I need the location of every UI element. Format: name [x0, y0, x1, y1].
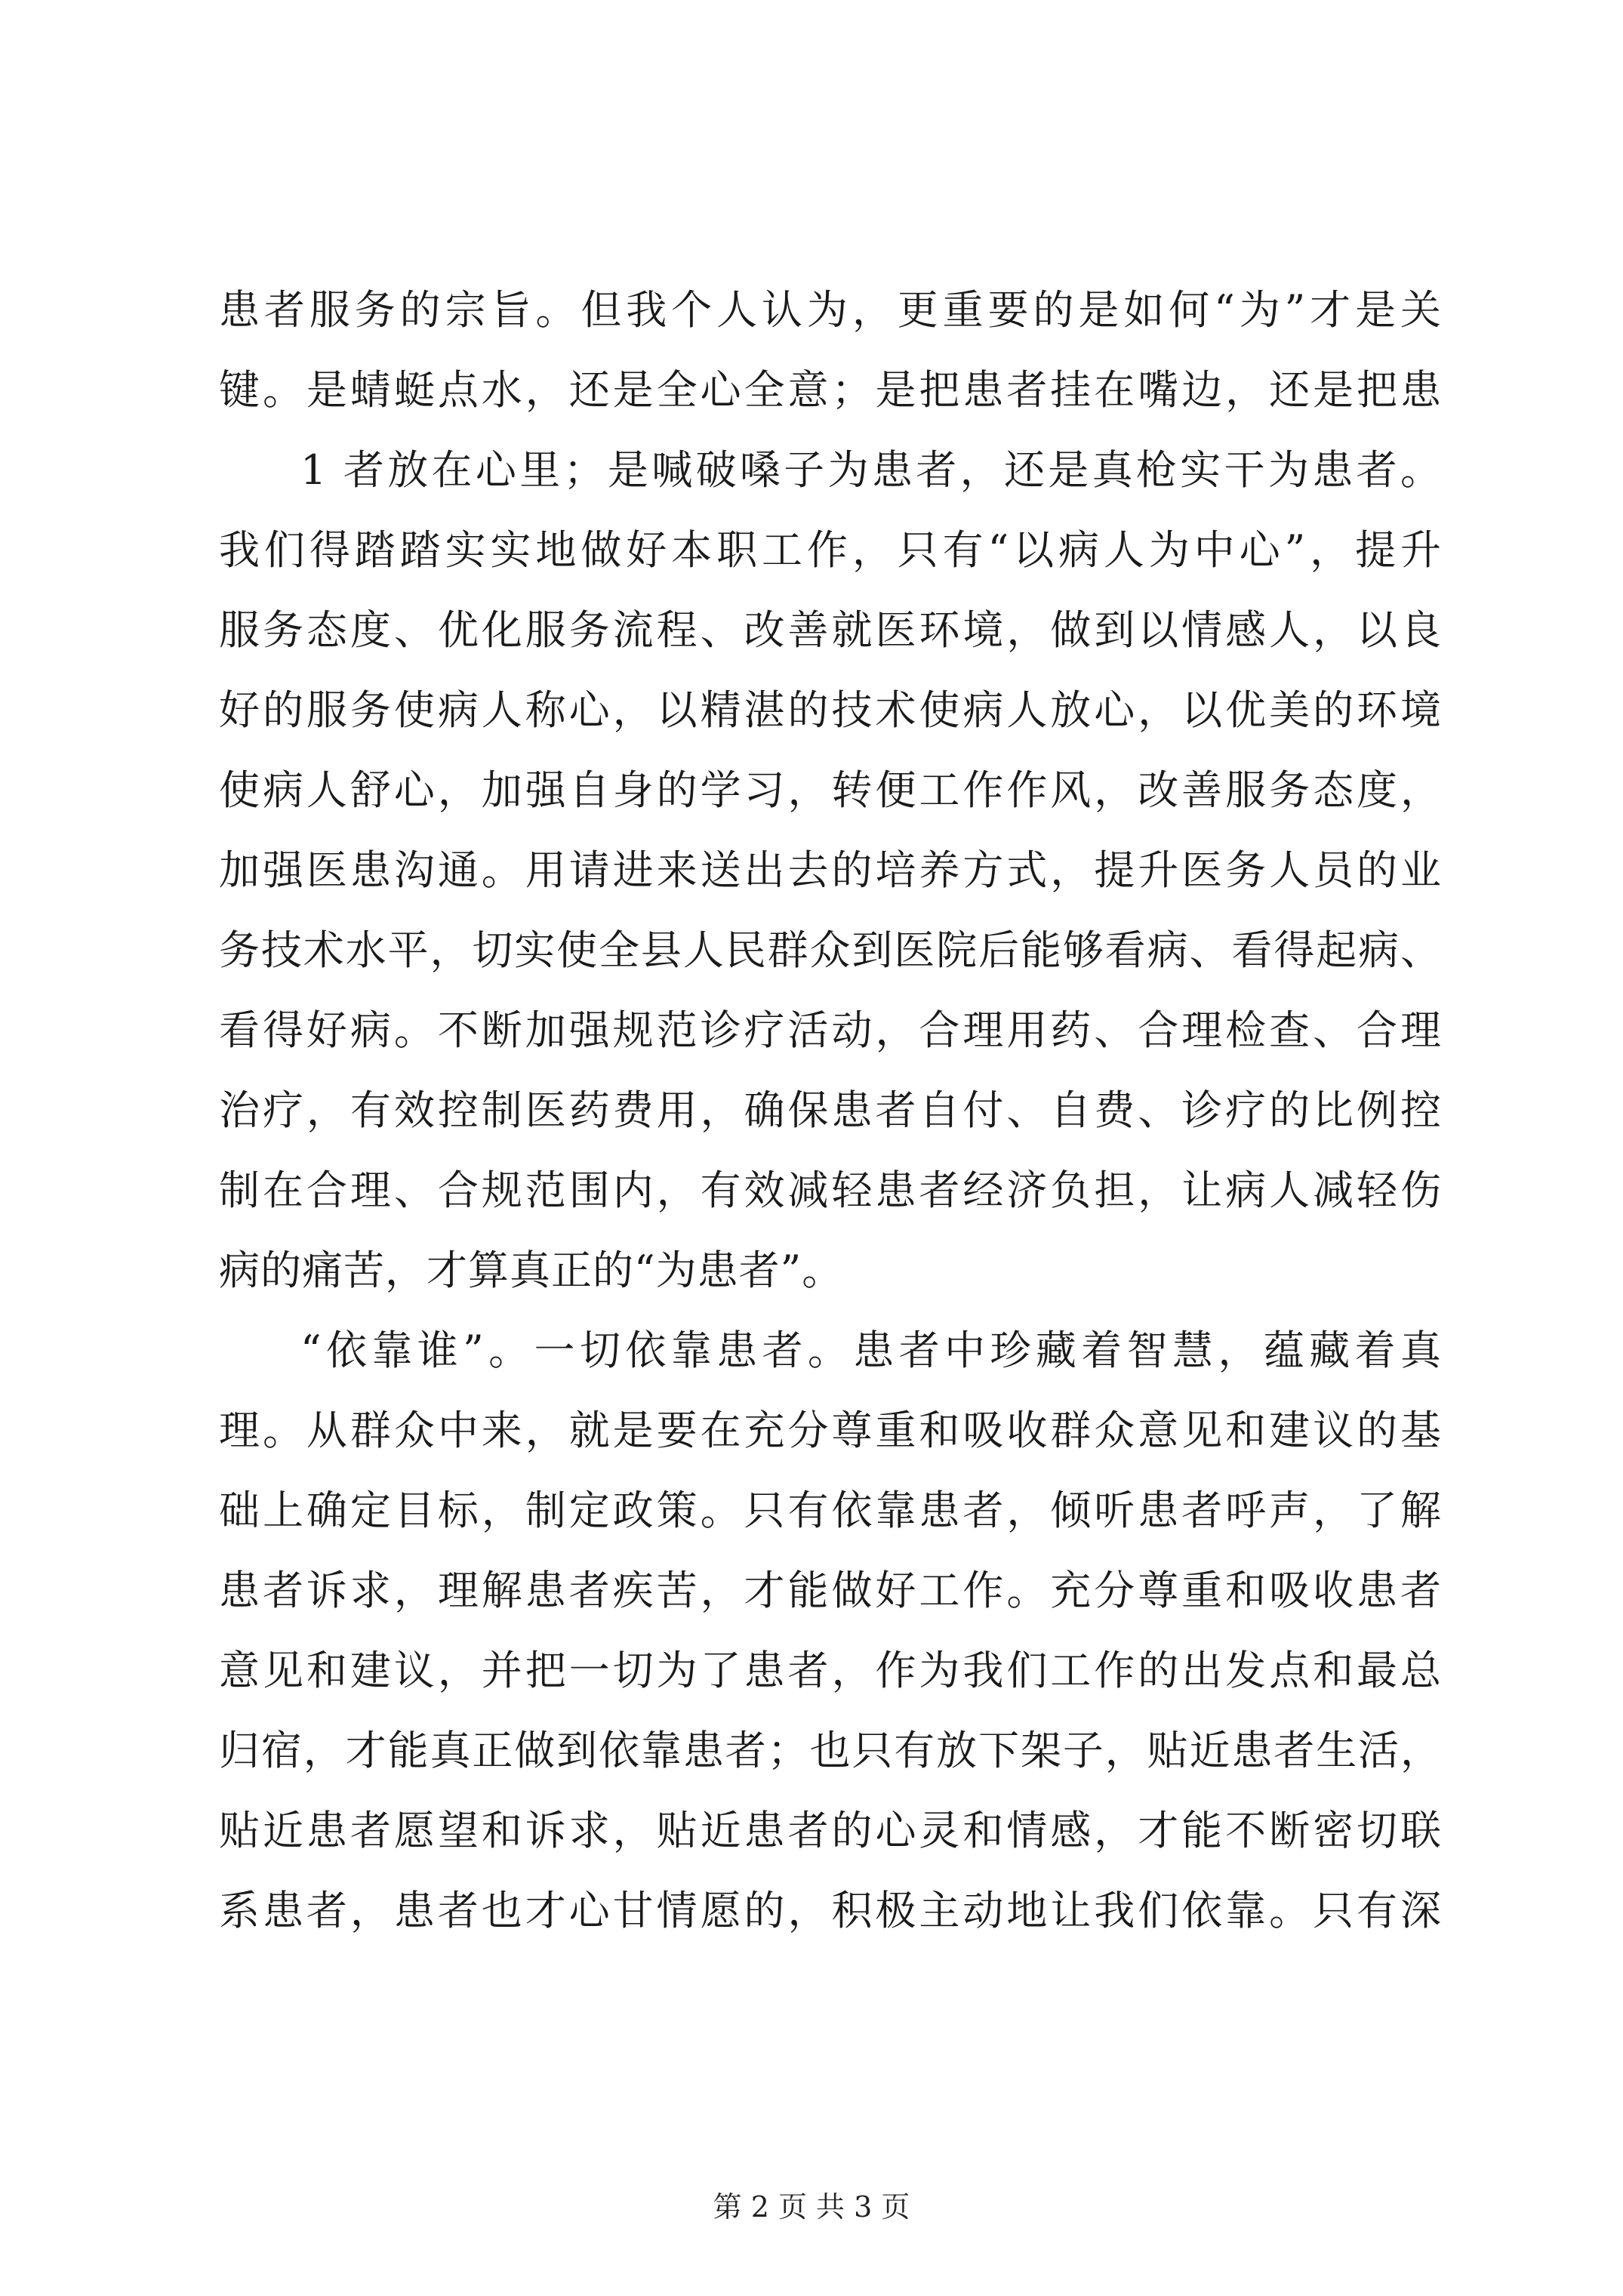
- text-line: 系患者，患者也才心甘情愿的，积极主动地让我们依靠。只有深: [219, 1887, 1442, 1934]
- text-line: 制在合理、合规范围内，有效减轻患者经济负担，让病人减轻伤: [219, 1166, 1442, 1214]
- text-line: 服务态度、优化服务流程、改善就医环境，做到以情感人，以良: [219, 606, 1442, 654]
- document-body: [219, 270, 1442, 1951]
- text-line: 患者服务的宗旨。但我个人认为，更重要的是如何“为”才是关: [219, 286, 1442, 334]
- text-line: 好的服务使病人称心，以精湛的技术使病人放心，以优美的环境: [219, 686, 1442, 734]
- text-line: 务技术水平，切实使全县人民群众到医院后能够看病、看得起病、: [219, 926, 1442, 974]
- text-line: 看得好病。不断加强规范诊疗活动，合理用药、合理检查、合理: [219, 1006, 1442, 1054]
- text-line: 归宿，才能真正做到依靠患者；也只有放下架子，贴近患者生活，: [219, 1727, 1442, 1774]
- page-number-footer: 第 2 页 共 3 页: [713, 2190, 910, 2224]
- text-line: 患者诉求，理解患者疾苦，才能做好工作。充分尊重和吸收患者: [219, 1567, 1442, 1614]
- text-line: 1 者放在心里；是喊破嗓子为患者，还是真枪实干为患者。: [300, 446, 1442, 494]
- text-line: 贴近患者愿望和诉求，贴近患者的心灵和情感，才能不断密切联: [219, 1807, 1442, 1854]
- paragraph-start-line: “依靠谁”。一切依靠患者。患者中珍藏着智慧，蕴藏着真: [300, 1327, 1442, 1374]
- text-line: 理。从群众中来，就是要在充分尊重和吸收群众意见和建议的基: [219, 1407, 1442, 1454]
- text-line: 病的痛苦，才算真正的“为患者”。: [219, 1247, 844, 1294]
- text-line: 我们得踏踏实实地做好本职工作，只有“以病人为中心”，提升: [219, 526, 1442, 574]
- text-line: 治疗，有效控制医药费用，确保患者自付、自费、诊疗的比例控: [219, 1086, 1442, 1134]
- text-line: 意见和建议，并把一切为了患者，作为我们工作的出发点和最总: [219, 1647, 1442, 1694]
- text-line: 加强医患沟通。用请进来送出去的培养方式，提升医务人员的业: [219, 846, 1442, 894]
- text-line: 使病人舒心，加强自身的学习，转便工作作风，改善服务态度，: [219, 766, 1442, 814]
- text-line: 础上确定目标，制定政策。只有依靠患者，倾听患者呼声，了解: [219, 1487, 1442, 1534]
- text-line: 键。是蜻蜓点水，还是全心全意；是把患者挂在嘴边，还是把患: [219, 366, 1442, 414]
